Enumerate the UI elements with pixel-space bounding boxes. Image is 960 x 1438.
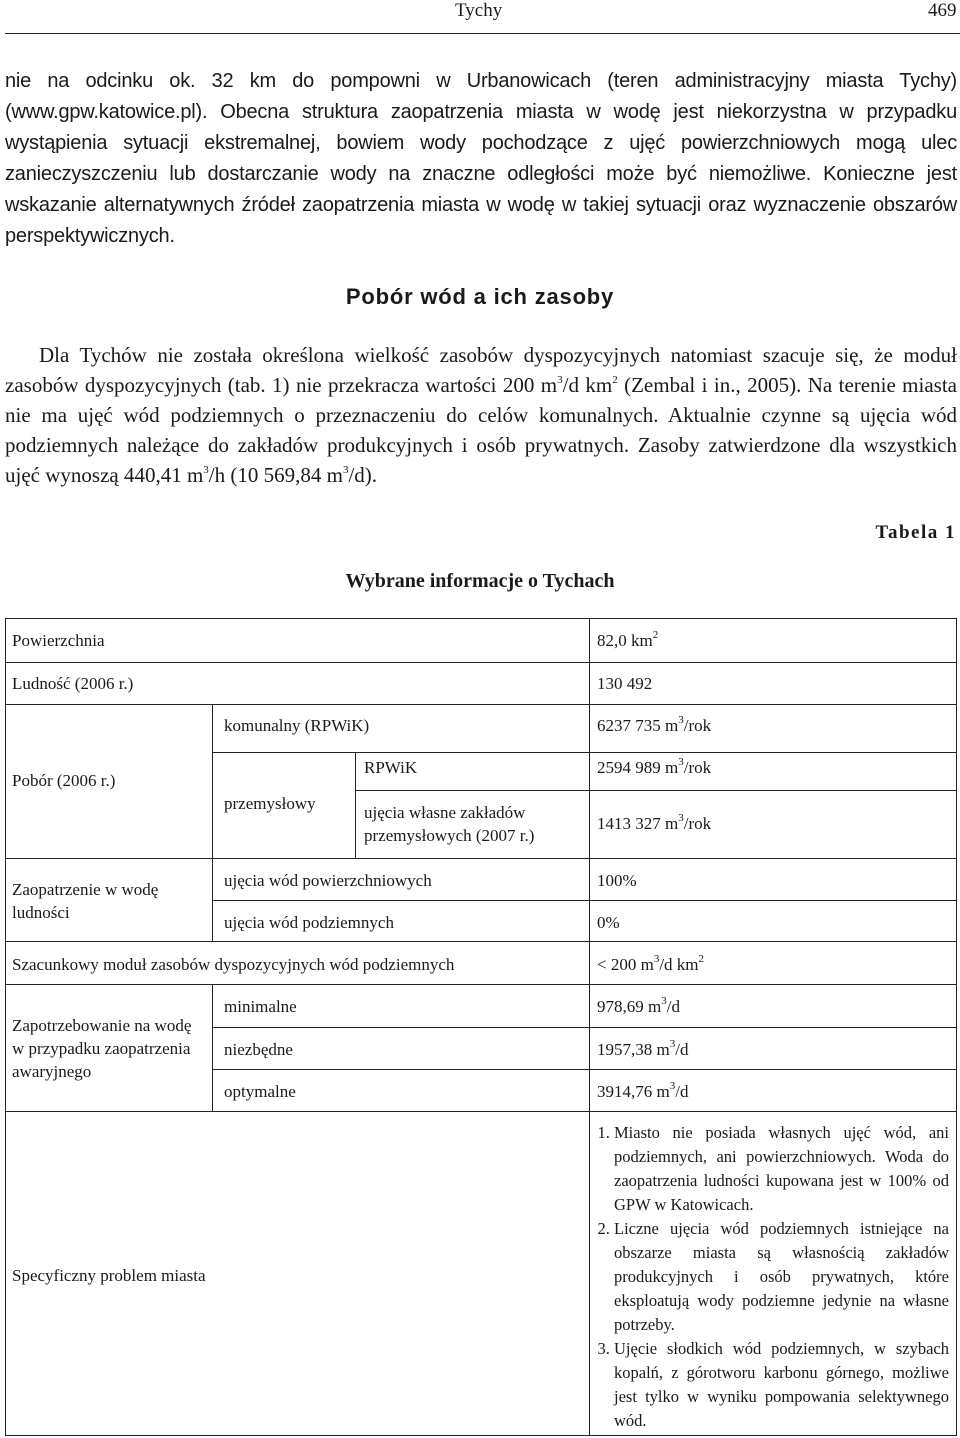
unit-text: /rok <box>683 814 712 833</box>
cell-ujecia-wlasne-label: ujęcia własne zakładów przemysłowych (2007 r.) <box>364 803 535 845</box>
page-header <box>0 0 960 36</box>
value-text: 1957,38 m <box>597 1040 670 1059</box>
table-rule <box>5 662 957 663</box>
table-rule <box>212 900 957 901</box>
cell-zaopatrzenie-label: Zaopatrzenie w wodę ludności <box>12 880 159 922</box>
cell-powierzchniowe-value: 100% <box>597 871 637 890</box>
table-rule <box>5 618 957 619</box>
body-text-d: /h (10 569,84 m <box>208 463 343 487</box>
body-text-e: /d). <box>348 463 378 487</box>
cell-pobor-label: Pobór (2006 r.) <box>12 771 116 790</box>
cell-rpwik-label: RPWiK <box>364 758 418 777</box>
sup-3: 3 <box>669 1080 676 1093</box>
unit-text: /d km <box>659 955 699 974</box>
sup-2: 2 <box>612 374 618 386</box>
note-item: 2. Liczne ujęcia wód podziemnych istniejące na obszarze miasta są własnością zakładów produkcyjnych i osób prywatnych, które eksploatują wody podziemne jedynie na własne potrzeby. <box>614 1217 949 1337</box>
table-rule <box>5 1111 957 1112</box>
cell-niezbedne-label: niezbędne <box>224 1040 293 1059</box>
table-rule <box>355 752 356 858</box>
sup-3: 3 <box>678 812 684 825</box>
sup-2: 2 <box>652 629 659 642</box>
unit-text: /d <box>675 1082 689 1101</box>
sup-2: 2 <box>698 953 705 966</box>
cell-powierzchniowe-label: ujęcia wód powierzchniowych <box>224 871 432 890</box>
cell-przemyslowy-label: przemysłowy <box>224 794 316 813</box>
note-item: 1. Miasto nie posiada własnych ujęć wód, ani podziemnych, ani powierzchniowych. Woda do zaopatrzenia ludności kupowana jest w 100% od GPW w Katowicach. <box>614 1121 949 1217</box>
sup-3: 3 <box>653 953 660 966</box>
body-text-a: Dla Tychów nie została określona wielkość zasobów dyspozycyjnych natomiast szacuje się, że moduł zasobów dyspozycyjnych (tab. 1) nie przekracza wartości 200 m <box>5 343 957 397</box>
section-heading: Pobór wód a ich zasoby <box>345 284 615 309</box>
body-text-b: /d km <box>562 373 613 397</box>
table-rule <box>212 1069 957 1070</box>
table-rule <box>5 704 957 705</box>
table-rule <box>5 858 957 859</box>
sup-3: 3 <box>678 714 684 727</box>
cell-problem-label: Specyficzny problem miasta <box>12 1266 206 1285</box>
page-number: 469 <box>928 0 957 21</box>
table-label: Tabela 1 <box>875 522 956 543</box>
cell-podziemne-value: 0% <box>597 913 620 932</box>
cell-ludnosc-value: 130 492 <box>597 674 653 693</box>
value-text: 6237 735 m <box>597 716 679 735</box>
cell-optymalne-label: optymalne <box>224 1082 296 1101</box>
value-text: 1413 327 m <box>597 814 679 833</box>
running-title: Tychy <box>455 0 503 21</box>
cell-zapotrzebowanie-label: Zapotrzebowanie na wodę w przypadku zaopatrzenia awaryjnego <box>12 1016 192 1081</box>
table-rule <box>5 1435 957 1436</box>
value-text: 82,0 km <box>597 631 653 650</box>
cell-podziemne-label: ujęcia wód podziemnych <box>224 913 394 932</box>
table-title: Wybrane informacje o Tychach <box>345 570 615 592</box>
sup-3: 3 <box>669 1038 676 1051</box>
cell-komunalny-label: komunalny (RPWiK) <box>224 716 370 735</box>
sup-3: 3 <box>203 464 209 476</box>
cell-ujecia-wlasne-value <box>597 812 711 835</box>
unit-text: /rok <box>683 716 712 735</box>
table-rule <box>5 618 6 1436</box>
cell-optymalne-value <box>597 1080 688 1103</box>
table-rule <box>956 618 957 1436</box>
cell-niezbedne-value <box>597 1038 688 1061</box>
sup-3: 3 <box>557 374 563 386</box>
unit-text: /d <box>675 1040 689 1059</box>
cell-minimalne-label: minimalne <box>224 997 297 1016</box>
unit-text: /rok <box>683 758 712 777</box>
sup-3: 3 <box>342 464 349 476</box>
cell-modul-value <box>597 953 704 976</box>
intro-paragraph: nie na odcinku ok. 32 km do pompowni w Urbanowicach (teren administracyjny miasta Tychy) (www.gpw.katowice.pl). Obecna struktura zaopatrzenia miasta w wodę jest niekorzystna w przypadku wystąpienia sytuacji ekstremalnej, bowiem wody pochodzące z ujęć powierzchniowych mogą ulec zanieczyszczeniu lub dostarczanie wody na znaczne odległości może być niemożliwe. Konieczne jest wskazanie alternatywnych źródeł zaopatrzenia miasta w wodę w takiej sytuacji oraz wyznaczenie obszarów perspektywicznych. <box>5 70 957 247</box>
body-text-c: (Zembal i in., 2005). Na terenie miasta nie ma ujęć wód podziemnych o przeznaczeniu do celów komunalnych. Aktualnie czynne są ujęcia wód podziemnych należące do zakładów produkcyjnych i osób prywatnych. Zasoby zatwierdzone dla wszystkich ujęć wynoszą 440,41 m <box>5 373 957 487</box>
value-text: 978,69 m <box>597 997 662 1016</box>
value-text: 2594 989 m <box>597 758 679 777</box>
cell-komunalny-value <box>597 714 711 737</box>
cell-ludnosc-label: Ludność (2006 r.) <box>12 674 134 693</box>
table-rule <box>5 984 957 985</box>
table-rule <box>355 790 957 791</box>
value-text: < 200 m <box>597 955 654 974</box>
table-rule <box>589 618 590 1436</box>
table-rule <box>5 941 957 942</box>
table-rule <box>212 1027 957 1028</box>
table-rule <box>212 752 957 753</box>
table-rule <box>212 984 213 1111</box>
header-rule <box>5 33 960 34</box>
unit-text: /d <box>666 997 680 1016</box>
note-item: 3. Ujęcie słodkich wód podziemnych, w szybach kopalń, z górotworu karbonu górnego, możliwe jest tylko w wyniku pompowania selektywnego wód. <box>614 1337 949 1433</box>
sup-3: 3 <box>678 756 684 769</box>
cell-minimalne-value <box>597 995 680 1018</box>
cell-modul-label: Szacunkowy moduł zasobów dyspozycyjnych wód podziemnych <box>12 955 455 974</box>
value-text: 3914,76 m <box>597 1082 670 1101</box>
problem-notes <box>592 1121 949 1433</box>
table-rule <box>212 704 213 941</box>
section-body <box>5 340 957 490</box>
cell-rpwik-value <box>597 756 711 779</box>
cell-powierzchnia-label: Powierzchnia <box>12 631 105 650</box>
sup-3: 3 <box>661 995 667 1008</box>
cell-powierzchnia-value <box>597 629 658 652</box>
